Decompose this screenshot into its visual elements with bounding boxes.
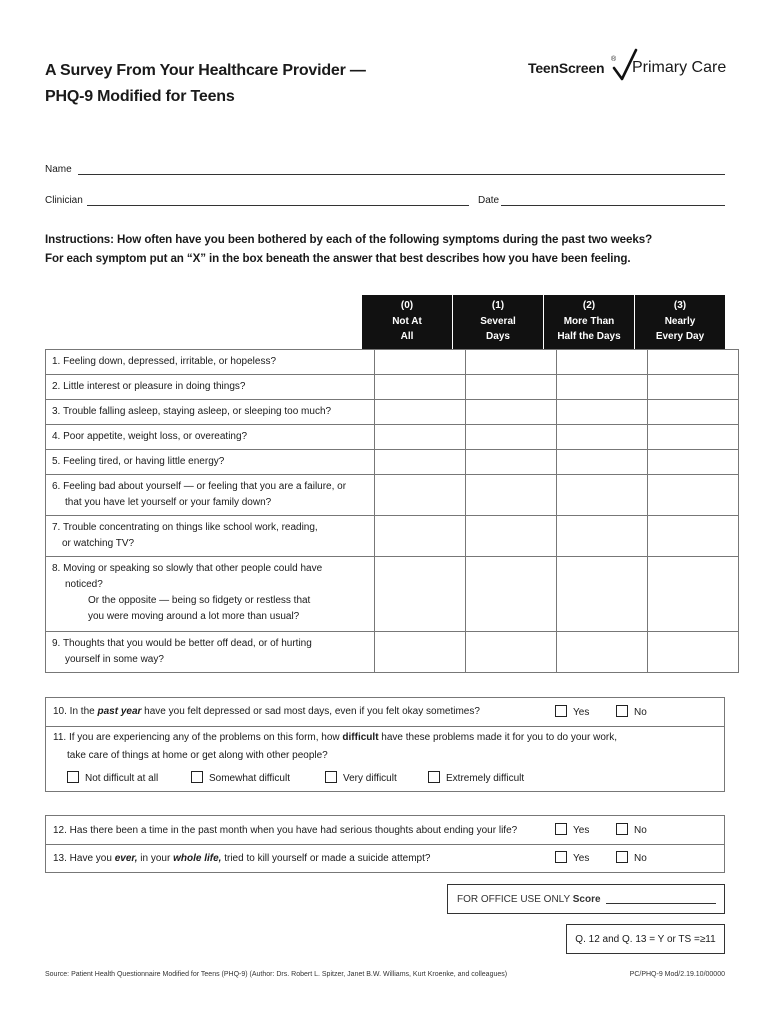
clinician-field[interactable] — [87, 205, 469, 206]
answer-box-2[interactable] — [557, 375, 648, 400]
table-row — [46, 632, 739, 673]
answer-box-0[interactable] — [375, 400, 466, 425]
q10-yes-label: Yes — [573, 707, 590, 718]
column-score: (2) — [582, 300, 596, 311]
question-text — [46, 632, 375, 673]
score-label: Score — [572, 894, 601, 905]
answer-box-2[interactable] — [557, 425, 648, 450]
question-line: noticed? — [65, 579, 103, 590]
question-12: 12. Has there been a time in the past month when you have had serious thoughts about ending your life? — [53, 825, 518, 836]
answer-box-0[interactable] — [375, 425, 466, 450]
q10-pre: 10. In the — [53, 706, 98, 717]
answer-box-3[interactable] — [648, 400, 739, 425]
column-score: (1) — [491, 300, 505, 311]
q13-emphasis-2: whole life, — [173, 853, 222, 864]
answer-box-2[interactable] — [557, 400, 648, 425]
q11-option-checkbox-4[interactable] — [428, 771, 440, 783]
column-header-0 — [362, 295, 452, 349]
source-citation: Source: Patient Health Questionnaire Modified for Teens (PHQ-9) (Author: Drs. Robert L. Spitzer, Janet B.W. Williams, Kurt Kroenke, and colleagues) — [45, 971, 508, 978]
q11-post: have these problems made it for you to do your work, — [378, 732, 617, 743]
column-header-3 — [635, 295, 725, 349]
question-line: 1. Feeling down, depressed, irritable, or hopeless? — [52, 356, 277, 367]
question-line: you were moving around a lot more than usual? — [88, 611, 300, 622]
answer-box-0[interactable] — [375, 516, 466, 557]
q11-option-label-3: Very difficult — [343, 773, 397, 784]
q11-option-label-1: Not difficult at all — [85, 773, 159, 784]
divider — [46, 726, 724, 727]
answer-box-3[interactable] — [648, 516, 739, 557]
title-line-1: A Survey From Your Healthcare Provider — — [45, 62, 366, 79]
instructions-line-2: For each symptom put an “X” in the box beneath the answer that best describes how you have been feeling. — [45, 252, 631, 265]
q11-option-checkbox-2[interactable] — [191, 771, 203, 783]
answer-box-1[interactable] — [466, 450, 557, 475]
q13-post: tried to kill yourself or made a suicide attempt? — [221, 853, 431, 864]
instructions-line-1: Instructions: How often have you been bothered by each of the following symptoms during the past two weeks? — [45, 233, 653, 246]
q13-yes-checkbox[interactable] — [555, 851, 567, 863]
answer-box-0[interactable] — [375, 475, 466, 516]
question-line: 3. Trouble falling asleep, staying asleep, or sleeping too much? — [52, 406, 332, 417]
answer-box-1[interactable] — [466, 475, 557, 516]
answer-box-1[interactable] — [466, 400, 557, 425]
question-text — [46, 450, 375, 475]
q11-option-checkbox-3[interactable] — [325, 771, 337, 783]
office-use-label — [457, 894, 601, 905]
q13-yes-label: Yes — [573, 853, 590, 864]
q10-post: have you felt depressed or sad most days, even if you felt okay sometimes? — [141, 706, 480, 717]
question-line: 8. Moving or speaking so slowly that other people could have — [52, 563, 323, 574]
form-code: PC/PHQ-9 Mod/2.19.10/00000 — [629, 971, 725, 978]
question-line: or watching TV? — [62, 538, 135, 549]
question-11 — [53, 732, 617, 743]
answer-box-3[interactable] — [648, 350, 739, 375]
answer-box-3[interactable] — [648, 375, 739, 400]
column-label-line-2: Half the Days — [557, 331, 621, 342]
answer-box-2[interactable] — [557, 350, 648, 375]
date-field[interactable] — [501, 205, 725, 206]
answer-box-1[interactable] — [466, 375, 557, 400]
suicide-risk-section — [45, 815, 725, 873]
column-score: (3) — [673, 300, 687, 311]
answer-box-2[interactable] — [557, 516, 648, 557]
answer-box-1[interactable] — [466, 632, 557, 673]
answer-box-2[interactable] — [557, 557, 648, 632]
answer-box-3[interactable] — [648, 450, 739, 475]
column-label-line-1: Not At — [392, 315, 422, 327]
table-row — [46, 425, 739, 450]
q10-no-checkbox[interactable] — [616, 705, 628, 717]
table-row — [46, 375, 739, 400]
logo-brand: TeenScreen — [528, 60, 605, 76]
answer-box-1[interactable] — [466, 557, 557, 632]
q11-pre: 11. If you are experiencing any of the problems on this form, how — [53, 732, 343, 743]
name-label: Name — [45, 164, 72, 175]
column-label-line-1: Nearly — [664, 315, 696, 327]
q13-no-checkbox[interactable] — [616, 851, 628, 863]
answer-box-2[interactable] — [557, 450, 648, 475]
q13-emphasis-1: ever, — [114, 853, 138, 864]
table-row — [46, 557, 739, 632]
question-text — [46, 425, 375, 450]
q12-no-label: No — [634, 825, 647, 836]
column-score: (0) — [400, 300, 414, 311]
table-row — [46, 400, 739, 425]
difficulty-section — [45, 697, 725, 792]
office-use-box — [447, 884, 725, 914]
answer-box-1[interactable] — [466, 350, 557, 375]
q12-no-checkbox[interactable] — [616, 823, 628, 835]
logo-registered-mark: ® — [611, 56, 617, 63]
question-text — [46, 400, 375, 425]
column-label-line-1: More Than — [563, 315, 615, 327]
table-row — [46, 516, 739, 557]
date-label: Date — [478, 195, 500, 206]
office-label: FOR OFFICE USE ONLY — [457, 894, 573, 905]
answer-box-1[interactable] — [466, 516, 557, 557]
question-text — [46, 375, 375, 400]
table-row — [46, 350, 739, 375]
column-header-2 — [544, 295, 634, 349]
answer-box-3[interactable] — [648, 425, 739, 450]
question-line: Or the opposite — being so fidgety or restless that — [88, 595, 311, 606]
answer-box-1[interactable] — [466, 425, 557, 450]
question-line: 5. Feeling tired, or having little energy? — [52, 456, 225, 467]
question-line: 2. Little interest or pleasure in doing things? — [52, 381, 246, 392]
question-10 — [53, 706, 480, 717]
q11-option-label-4: Extremely difficult — [446, 773, 525, 784]
clinician-label: Clinician — [45, 195, 83, 206]
page-title — [45, 58, 366, 110]
name-field[interactable] — [78, 174, 725, 175]
q12-yes-label: Yes — [573, 825, 590, 836]
q13-pre: 13. Have you — [53, 853, 115, 864]
answer-box-0[interactable] — [375, 375, 466, 400]
flag-rule-box: Q. 12 and Q. 13 = Y or TS =≥11 — [566, 924, 725, 954]
answer-box-2[interactable] — [557, 632, 648, 673]
question-line: that you have let yourself or your family down? — [65, 497, 272, 508]
column-label-line-2: Every Day — [655, 331, 705, 342]
question-13 — [53, 853, 430, 864]
question-line: 9. Thoughts that you would be better off dead, or of hurting — [52, 638, 312, 649]
score-field[interactable] — [606, 903, 716, 904]
answer-box-3[interactable] — [648, 557, 739, 632]
question-line: yourself in some way? — [65, 654, 164, 665]
question-11-line-2: take care of things at home or get along with other people? — [67, 750, 328, 761]
q11-option-checkbox-1[interactable] — [67, 771, 79, 783]
symptom-table — [45, 349, 739, 673]
column-label-line-2: Days — [486, 331, 510, 342]
column-label-line-1: Several — [480, 315, 516, 327]
answer-box-0[interactable] — [375, 632, 466, 673]
answer-box-0[interactable] — [375, 450, 466, 475]
question-line: 7. Trouble concentrating on things like school work, reading, — [52, 522, 318, 533]
question-line: 6. Feeling bad about yourself — or feeling that you are a failure, or — [52, 481, 347, 492]
q10-emphasis: past year — [97, 706, 142, 717]
q10-yes-checkbox[interactable] — [555, 705, 567, 717]
answer-box-3[interactable] — [648, 475, 739, 516]
table-row — [46, 475, 739, 516]
column-label-line-2: All — [400, 331, 414, 342]
question-text — [46, 557, 375, 632]
question-text — [46, 516, 375, 557]
answer-box-0[interactable] — [375, 557, 466, 632]
answer-box-3[interactable] — [648, 632, 739, 673]
question-text — [46, 350, 375, 375]
q12-yes-checkbox[interactable] — [555, 823, 567, 835]
question-line: 4. Poor appetite, weight loss, or overeating? — [52, 431, 248, 442]
column-header-1 — [453, 295, 543, 349]
question-text — [46, 475, 375, 516]
q13-no-label: No — [634, 853, 647, 864]
instructions — [45, 230, 652, 268]
table-row — [46, 450, 739, 475]
title-line-2: PHQ-9 Modified for Teens — [45, 88, 235, 105]
answer-box-0[interactable] — [375, 350, 466, 375]
logo-product: Primary Care — [632, 59, 727, 76]
divider — [46, 844, 724, 845]
q13-mid: in your — [137, 853, 174, 864]
answer-box-2[interactable] — [557, 475, 648, 516]
q10-no-label: No — [634, 707, 647, 718]
q11-option-label-2: Somewhat difficult — [209, 773, 290, 784]
q11-emphasis: difficult — [342, 732, 379, 743]
